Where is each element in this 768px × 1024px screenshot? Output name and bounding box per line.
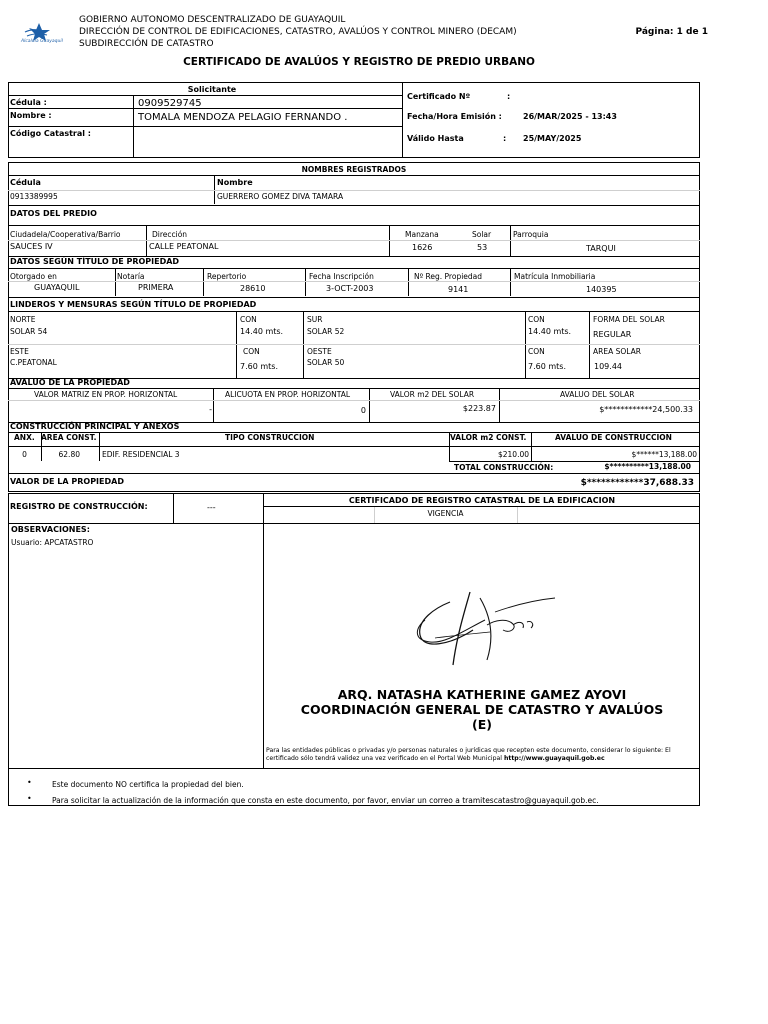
forma-solar-label: FORMA DEL SOLAR [593,315,665,324]
fecha-emision-label: Fecha/Hora Emisión : [407,112,502,121]
linderos-heading: LINDEROS Y MENSURAS SEGÚN TÍTULO DE PROPIEDAD [10,300,257,309]
con3-label: CON [243,347,260,356]
otorgado-value: GUAYAQUIL [34,283,80,292]
signer-name: ARQ. NATASHA KATHERINE GAMEZ AYOVI [337,687,627,702]
solicitante-heading: Solicitante [187,85,237,94]
con3-value: 7.60 mts. [240,362,278,371]
nombres-cedula-label: Cédula [10,178,41,187]
registro-construccion-value: --- [207,503,216,512]
registered-nombre: GUERRERO GOMEZ DIVA TAMARA [217,192,344,201]
solar-label: Solar [472,230,492,239]
ciudadela-label: Ciudadela/Cooperativa/Barrio [10,230,121,239]
footer-bullet-1: Este documento NO certifica la propiedad del bien. [52,780,244,789]
registro-propiedad-value: 9141 [448,285,469,294]
notaria-value: PRIMERA [138,283,174,292]
codigo-catastral-label: Código Catastral : [10,129,91,138]
registro-propiedad-label: Nº Reg. Propiedad [414,272,483,281]
manzana-label: Manzana [405,230,439,239]
repertorio-label: Repertorio [207,272,247,281]
parroquia-label: Parroquia [513,230,549,239]
nombres-nombre-label: Nombre [217,178,253,187]
portal-link[interactable]: http://www.guayaquil.gob.ec [503,755,605,762]
oeste-label: OESTE [307,347,332,356]
row-anx: 0 [22,450,27,459]
notaria-label: Notaría [117,272,145,281]
col-anx: ANX. [14,433,35,442]
parroquia-value: TARQUI [586,244,616,253]
matricula-value: 140395 [586,285,617,294]
repertorio-value: 28610 [240,284,266,293]
avaluo-heading: AVALUO DE LA PROPIEDAD [10,378,130,387]
bullet-dot-2: • [27,794,32,803]
con2-label: CON [528,315,545,324]
solar-value: 53 [477,243,488,252]
valido-hasta-colon: : [503,134,507,143]
signer-role: COORDINACIÓN GENERAL DE CATASTRO Y AVALÚOS [300,702,664,717]
valor-propiedad-value: $************37,688.33 [580,478,694,488]
cedula-label: Cédula : [10,98,47,107]
page-number: Página: 1 de 1 [635,27,708,37]
fecha-inscripcion-value: 3-OCT-2003 [326,284,374,293]
matricula-label: Matrícula Inmobiliaria [514,272,596,281]
con1-label: CON [240,315,257,324]
col-tipo-construccion: TIPO CONSTRUCCION [225,433,315,442]
con4-value: 7.60 mts. [528,362,566,371]
datos-section [8,162,700,492]
avaluo-solar-value: $************24,500.33 [599,405,693,414]
avaluo-solar-label: AVALUO DEL SOLAR [560,390,635,399]
valor-matriz-label: VALOR MATRIZ EN PROP. HORIZONTAL [34,390,178,399]
total-construccion-label: TOTAL CONSTRUCCIÓN: [454,463,554,472]
signature [395,590,565,670]
row-valor: $210.00 [497,450,529,459]
oeste-value: SOLAR 50 [307,358,345,367]
fecha-inscripcion-label: Fecha Inscripción [309,272,374,281]
certificado-label: Certificado Nº [407,92,471,101]
direccion-label: Dirección [152,230,188,239]
logo-caption: Alcaldía Guayaquil [21,39,63,44]
forma-solar-value: REGULAR [593,330,632,339]
con2-value: 14.40 mts. [528,327,572,336]
sur-value: SOLAR 52 [307,327,345,336]
signer-suffix: (E) [472,717,492,732]
certificado-colon: : [507,92,511,101]
col-avaluo-construccion: AVALUO DE CONSTRUCCION [555,433,672,442]
col-valor-m2: VALOR m2 CONST. [450,433,527,442]
nombres-heading: NOMBRES REGISTRADOS [301,165,407,174]
este-label: ESTE [10,347,29,356]
cert-edificacion-heading: CERTIFICADO DE REGISTRO CATASTRAL DE LA EDIFICACION [348,496,616,505]
area-solar-label: AREA SOLAR [593,347,641,356]
vigencia-label: VIGENCIA [427,509,464,518]
valido-hasta-label: Válido Hasta [407,134,464,143]
observaciones-usuario: Usuario: APCATASTRO [11,538,94,547]
valor-m2-solar-value: $223.87 [462,404,496,413]
area-solar-value: 109.44 [594,362,622,371]
con4-label: CON [528,347,545,356]
construccion-heading: CONSTRUCCIÓN PRINCIPAL Y ANEXOS [10,422,180,431]
row-tipo: EDIF. RESIDENCIAL 3 [102,450,180,459]
otorgado-label: Otorgado en [10,272,57,281]
col-area-const: AREA CONST. [41,433,97,442]
registro-construccion-label: REGISTRO DE CONSTRUCCIÓN: [10,502,148,511]
norte-value: SOLAR 54 [10,327,48,336]
row-area: 62.80 [58,450,80,459]
titulo-heading: DATOS SEGÚN TÍTULO DE PROPIEDAD [10,257,180,266]
validity-note-text: Para las entidades públicas o privadas y/o personas naturales o jurídicas que recepten este documento, considerar lo siguiente: El certificado sólo tendrá validez una vez verificado en el Portal Web Municipal [266,747,671,762]
valor-matriz-value: - [209,405,212,414]
valor-m2-solar-label: VALOR m2 DEL SOLAR [390,390,475,399]
ciudadela-value: SAUCES IV [10,242,53,251]
alicuota-label: ALICUOTA EN PROP. HORIZONTAL [225,390,351,399]
solicitante-nombre: TOMALA MENDOZA PELAGIO FERNANDO . [138,112,348,123]
observaciones-heading: OBSERVACIONES: [11,525,90,534]
nombre-label: Nombre : [10,111,52,120]
fecha-emision-value: 26/MAR/2025 - 13:43 [523,112,617,121]
header-line-3: SUBDIRECCIÓN DE CATASTRO [79,39,214,49]
solicitante-cedula: 0909529745 [138,98,202,109]
predio-heading: DATOS DEL PREDIO [10,209,97,218]
sur-label: SUR [307,315,323,324]
bullet-dot-1: • [27,778,32,787]
validity-note [266,747,698,763]
header-line-1: GOBIERNO AUTONOMO DESCENTRALIZADO DE GUAYAQUIL [79,15,346,25]
header-line-2: DIRECCIÓN DE CONTROL DE EDIFICACIONES, CATASTRO, AVALÚOS Y CONTROL MINERO (DECAM) [79,27,517,37]
registered-cedula: 0913389995 [10,192,58,201]
direccion-value: CALLE PEATONAL [149,242,219,251]
alicuota-value: 0 [360,406,366,415]
manzana-value: 1626 [412,243,433,252]
footer-bullet-2: Para solicitar la actualización de la información que consta en este documento, por favor, enviar un correo a tramitescatastro@guayaquil.gob.ec. [52,796,599,805]
valido-hasta-value: 25/MAY/2025 [523,134,582,143]
con1-value: 14.40 mts. [240,327,284,336]
este-value: C.PEATONAL [10,358,57,367]
document-title: CERTIFICADO DE AVALÚOS Y REGISTRO DE PREDIO URBANO [183,56,535,68]
valor-propiedad-label: VALOR DE LA PROPIEDAD [10,477,124,486]
total-construccion-value: $**********13,188.00 [604,462,691,471]
row-avaluo: $******13,188.00 [631,450,697,459]
norte-label: NORTE [10,315,36,324]
